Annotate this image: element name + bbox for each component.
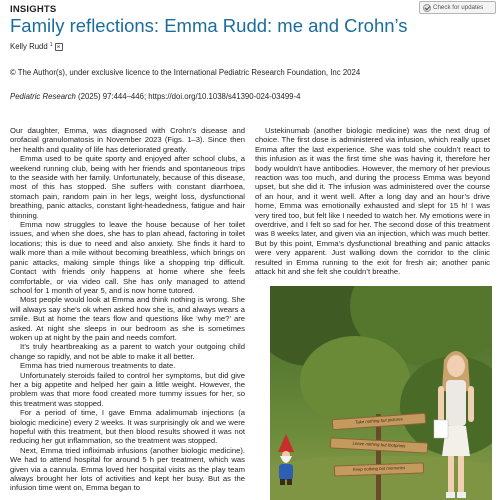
section-label: INSIGHTS — [10, 4, 57, 15]
citation-line — [10, 92, 300, 101]
paragraph: Emma has tried numerous treatments to date. — [20, 361, 176, 371]
article-title: Family reflections: Emma Rudd: me and Crohn’s — [10, 15, 408, 36]
figure-photo — [270, 286, 492, 500]
sign-plank: Take nothing but pictures — [332, 413, 427, 431]
paragraph: Ustekinumab (another biologic medicine) was the next drug of choice. The first dose is administered via infusion, which really upset Emma after the last experience. She was told she couldn’t react to this infusion as it was the first time she was having it, therefore her body wouldn’t have antibodies. However, the memory of her previous reaction was too much, and during the process Emma was beyond upset, but she did it. The infusion was administered over the course of an hour, and it went well. After a long day and an hour’s drive home, Emma was emotionally exhausted and slept for 15 h! I was very tired too, but felt like I needed to watch her. My emotions were in overdrive, and I felt so sad for her. The second dose of this treatment was 8 weeks later, and given via an injection, which was much better. But by this point, Emma’s dysfunctional breathing and panic attacks were very apparent. Just walking down the corridor to the clinic resulted in Emma running to the exit for fresh air; another panic attack hit and she felt she couldn’t breathe. — [255, 126, 490, 277]
body-column-left — [10, 126, 245, 493]
check-for-updates-button[interactable] — [419, 1, 496, 14]
girl-figure — [432, 346, 480, 500]
wooden-signpost — [328, 414, 428, 500]
sign-plank: Leave nothing but footprints — [330, 437, 428, 453]
paragraph: It’s truly heartbreaking as a parent to watch your outgoing child change so rapidly, and not be able to make it all better. — [10, 342, 245, 361]
author-name[interactable]: Kelly Rudd — [10, 42, 48, 51]
paragraph: Emma used to be quite sporty and enjoyed after school clubs, a weekend running club, being with her friends and spontaneous trips to the seaside with her family. Unfortunately, because of this disease, most of this has stopped. She suffers with constant diarrhoea, stomach pain, random pain in her legs, weight loss, dysfunctional breathing, panic attacks, constant light-headedness, fatigue and hair thinning. — [10, 154, 245, 220]
envelope-icon[interactable]: ✉ — [55, 43, 63, 51]
sign-plank: Keep nothing but memories — [334, 462, 424, 476]
citation-details[interactable]: (2025) 97:444–446; https://doi.org/10.1038/s41390-024-03499-4 — [75, 92, 301, 101]
foliage — [300, 336, 410, 426]
copyright-line: © The Author(s), under exclusive licence to the International Pediatric Research Foundation, Inc 2024 — [10, 68, 361, 77]
paragraph: Emma now struggles to leave the house because of her toilet issues, and when she does, she has to plan ahead, factoring in toilet locations; this is due to need and also anxiety. She finds it hard to walk more than a mile without becoming breathless, which brings on panic attacks, making simple things like a shopping trip difficult. Contact with friends only happens at home where she feels comfortable, or via video call. She has only managed to attend school for 1 month of year 5, and is now home tutored. — [10, 220, 245, 295]
check-updates-icon — [423, 4, 431, 12]
check-updates-label: Check for updates — [433, 4, 484, 11]
body-column-right — [255, 126, 490, 277]
paragraph: Unfortunately steroids failed to control her symptoms, but did give her a big appetite and helped her gain a little weight. However, the problem was that more food created more tummy issues for her, so this treatment was stopped. — [10, 370, 245, 408]
garden-gnome — [275, 434, 297, 486]
paragraph: For a period of time, I gave Emma adalimumab injections (a biologic medicine) every 2 weeks. It was surprisingly ok and we were hopeful with this treatment, but then blood results showed it was not reducing her gut inflammation, so the treatment was stopped. — [10, 408, 245, 446]
citation-journal: Pediatric Research — [10, 92, 76, 101]
paragraph: Next, Emma tried infliximab infusions (another biologic medicine). We had to attend hospital for around 5 h per treatment, which was given via a cannula. Emma loved her hospital visits as the play team always brought her lots of activities and kept her busy. But as the infusion time went on, Emma began to — [10, 445, 245, 493]
paragraph: Our daughter, Emma, was diagnosed with Crohn’s disease and orofacial granulomatosis in November 2023 (Figs. 1–3). Since then her health and quality of life has deteriorated greatly. — [10, 126, 245, 154]
author-line — [10, 42, 63, 51]
author-affiliation: 1 — [49, 42, 53, 48]
paragraph: Most people would look at Emma and think nothing is wrong. She will always say she’s ok when asked how she is, and always wears a smile. But at home the tears flow and questions like ‘why me?’ are asked. At night she sleeps in our bedroom as she is sometimes woken up at night by the pain and needs comfort. — [10, 295, 245, 342]
